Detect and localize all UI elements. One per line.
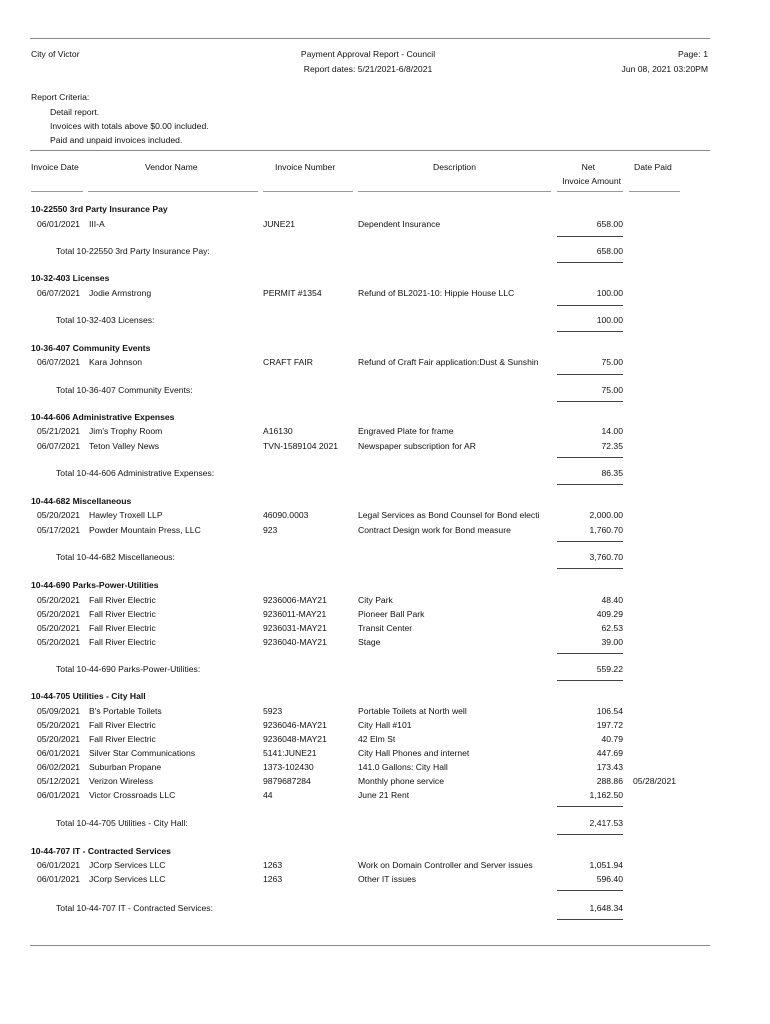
row-vendor: Silver Star Communications [89,748,196,758]
row-invoice: 9236031-MAY21 [263,623,327,633]
row-invoice: 1263 [263,874,283,884]
row-vendor: Kara Johnson [89,357,143,367]
subtotal-rule [557,653,623,654]
row-amount: 1,760.70 [589,525,623,535]
subtotal-rule [557,890,623,891]
row-date: 06/07/2021 [37,441,81,451]
row-invoice: 9236006-MAY21 [263,595,327,605]
row-amount: 100.00 [596,288,623,298]
row-amount: 288.86 [596,776,623,786]
row-date: 05/17/2021 [37,525,81,535]
subtotal-rule [557,374,623,375]
row-description: Pioneer Ball Park [358,609,425,619]
org-name: City of Victor [31,49,80,59]
row-description: 42 Elm St [358,734,396,744]
row-vendor: Fall River Electric [89,623,156,633]
total-rule [557,262,623,263]
row-description: Dependent Insurance [358,219,441,229]
row-description: Contract Design work for Bond measure [358,525,511,535]
row-date: 06/07/2021 [37,288,81,298]
criteria-line: Paid and unpaid invoices included. [50,135,183,145]
row-amount: 40.79 [601,734,623,744]
page-number: 1 [703,49,708,59]
group-total-label: Total 10-44-707 IT - Contracted Services: [56,903,213,913]
row-invoice: 923 [263,525,278,535]
row-vendor: B's Portable Toilets [89,706,162,716]
row-date: 05/20/2021 [37,609,81,619]
row-date: 05/20/2021 [37,595,81,605]
col-invoice-amount: Invoice Amount [562,176,621,186]
row-date-paid: 05/28/2021 [633,776,677,786]
col-rule [629,191,680,192]
row-amount: 197.72 [596,720,623,730]
group-title: 10-44-690 Parks-Power-Utilities [31,580,159,590]
group-total-label: Total 10-44-705 Utilities - City Hall: [56,818,188,828]
row-description: 141.0 Gallons: City Hall [358,762,448,772]
group-title: 10-44-606 Administrative Expenses [31,412,175,422]
row-date: 05/20/2021 [37,720,81,730]
criteria-line: Invoices with totals above $0.00 included. [50,121,209,131]
row-description: Portable Toilets at North well [358,706,467,716]
row-description: Stage [358,637,381,647]
col-rule [88,191,258,192]
row-amount: 2,000.00 [589,510,623,520]
total-rule [557,680,623,681]
row-date: 06/01/2021 [37,219,81,229]
subtotal-rule [557,541,623,542]
row-invoice: JUNE21 [263,219,295,229]
row-date: 05/20/2021 [37,637,81,647]
row-invoice: TVN-1589104 2021 [263,441,339,451]
col-net: Net [581,162,595,172]
row-description: Refund of Craft Fair application:Dust & Sunshin [358,357,539,367]
group-total: 559.22 [596,664,623,674]
row-amount: 1,051.94 [589,860,623,870]
subtotal-rule [557,305,623,306]
group-total-label: Total 10-32-403 Licenses: [56,315,155,325]
group-total: 1,648.34 [589,903,623,913]
col-rule [263,191,353,192]
row-vendor: Fall River Electric [89,637,156,647]
row-invoice: 5923 [263,706,283,716]
row-vendor: Teton Valley News [89,441,160,451]
row-vendor: Victor Crossroads LLC [89,790,176,800]
row-vendor: Jim's Trophy Room [89,426,163,436]
row-date: 06/02/2021 [37,762,81,772]
row-description: Other IT issues [358,874,417,884]
group-total: 100.00 [596,315,623,325]
row-date: 05/21/2021 [37,426,81,436]
row-date: 06/01/2021 [37,860,81,870]
row-date: 06/07/2021 [37,357,81,367]
row-amount: 62.53 [601,623,623,633]
group-title: 10-36-407 Community Events [31,343,151,353]
row-invoice: 9236048-MAY21 [263,734,327,744]
row-invoice: 9236040-MAY21 [263,637,327,647]
col-date-paid: Date Paid [634,162,672,172]
row-description: City Hall Phones and internet [358,748,470,758]
total-rule [557,484,623,485]
row-vendor: Fall River Electric [89,720,156,730]
row-vendor: JCorp Services LLC [89,874,166,884]
row-amount: 39.00 [601,637,623,647]
row-vendor: Suburban Propane [89,762,162,772]
row-description: Legal Services as Bond Counsel for Bond electi [358,510,540,520]
row-amount: 106.54 [596,706,623,716]
report-title: Payment Approval Report - Council [300,49,436,59]
row-date: 05/12/2021 [37,776,81,786]
group-total-label: Total 10-44-690 Parks-Power-Utilities: [56,664,201,674]
subtotal-rule [557,806,623,807]
row-invoice: 1373-102430 [263,762,314,772]
row-invoice: 9236011-MAY21 [263,609,327,619]
row-invoice: 44 [263,790,273,800]
col-vendor-name: Vendor Name [145,162,198,172]
group-total: 658.00 [596,246,623,256]
col-invoice-number: Invoice Number [275,162,336,172]
group-total-label: Total 10-44-682 Miscellaneous: [56,552,175,562]
group-title: 10-44-707 IT - Contracted Services [31,846,171,856]
total-rule [557,568,623,569]
row-amount: 658.00 [596,219,623,229]
row-description: City Hall #101 [358,720,412,730]
group-total-label: Total 10-36-407 Community Events: [56,385,193,395]
row-vendor: Fall River Electric [89,734,156,744]
row-vendor: JCorp Services LLC [89,860,166,870]
row-invoice: 9879687284 [263,776,311,786]
row-date: 06/01/2021 [37,874,81,884]
row-description: City Park [358,595,393,605]
row-invoice: 46090.0003 [263,510,309,520]
row-amount: 14.00 [601,426,623,436]
row-amount: 1,162.50 [589,790,623,800]
row-description: Refund of BL2021-10: Hippie House LLC [358,288,515,298]
group-total: 3,760.70 [589,552,623,562]
group-title: 10-44-705 Utilities - City Hall [31,691,146,701]
row-vendor: Fall River Electric [89,609,156,619]
row-vendor: III-A [89,219,105,229]
row-amount: 173.43 [596,762,623,772]
top-rule [30,38,710,39]
row-amount: 409.29 [596,609,623,619]
row-invoice: CRAFT FAIR [263,357,313,367]
row-date: 05/09/2021 [37,706,81,716]
subtotal-rule [557,236,623,237]
row-description: Newspaper subscription for AR [358,441,476,451]
row-invoice: 5141:JUNE21 [263,748,317,758]
printed-timestamp: Jun 08, 2021 03:20PM [621,64,708,74]
group-title: 10-22550 3rd Party Insurance Pay [31,204,168,214]
group-total: 2,417.53 [589,818,623,828]
row-description: Work on Domain Controller and Server issues [358,860,533,870]
group-title: 10-44-682 Miscellaneous [31,496,132,506]
report-dates: Report dates: 5/21/2021-6/8/2021 [303,64,433,74]
page-label: Page: [678,49,701,59]
total-rule [557,919,623,920]
group-total: 75.00 [601,385,623,395]
total-rule [557,401,623,402]
row-amount: 75.00 [601,357,623,367]
col-description: Description [433,162,476,172]
group-title: 10-32-403 Licenses [31,273,110,283]
row-invoice: 9236046-MAY21 [263,720,327,730]
row-vendor: Verizon Wireless [89,776,153,786]
row-amount: 48.40 [601,595,623,605]
row-description: June 21 Rent [358,790,410,800]
row-description: Transit Center [358,623,413,633]
row-invoice: A16130 [263,426,293,436]
row-invoice: PERMIT #1354 [263,288,322,298]
row-amount: 447.69 [596,748,623,758]
row-description: Engraved Plate for frame [358,426,454,436]
row-description: Monthly phone service [358,776,444,786]
group-total: 86.35 [601,468,623,478]
col-invoice-date: Invoice Date [31,162,79,172]
criteria-rule [30,150,710,151]
row-date: 05/20/2021 [37,510,81,520]
total-rule [557,331,623,332]
row-vendor: Hawley Troxell LLP [89,510,163,520]
row-date: 06/01/2021 [37,790,81,800]
criteria-heading: Report Criteria: [31,92,90,102]
row-vendor: Powder Mountain Press, LLC [89,525,201,535]
col-rule [358,191,551,192]
subtotal-rule [557,457,623,458]
row-amount: 72.35 [601,441,623,451]
row-date: 05/20/2021 [37,734,81,744]
col-rule [31,191,83,192]
bottom-rule [30,945,710,946]
row-amount: 596.40 [596,874,623,884]
row-date: 06/01/2021 [37,748,81,758]
row-date: 05/20/2021 [37,623,81,633]
total-rule [557,834,623,835]
row-vendor: Jodie Armstrong [89,288,152,298]
row-invoice: 1263 [263,860,283,870]
col-rule [557,191,623,192]
criteria-line: Detail report. [50,107,100,117]
group-total-label: Total 10-22550 3rd Party Insurance Pay: [56,246,210,256]
row-vendor: Fall River Electric [89,595,156,605]
group-total-label: Total 10-44-606 Administrative Expenses: [56,468,215,478]
